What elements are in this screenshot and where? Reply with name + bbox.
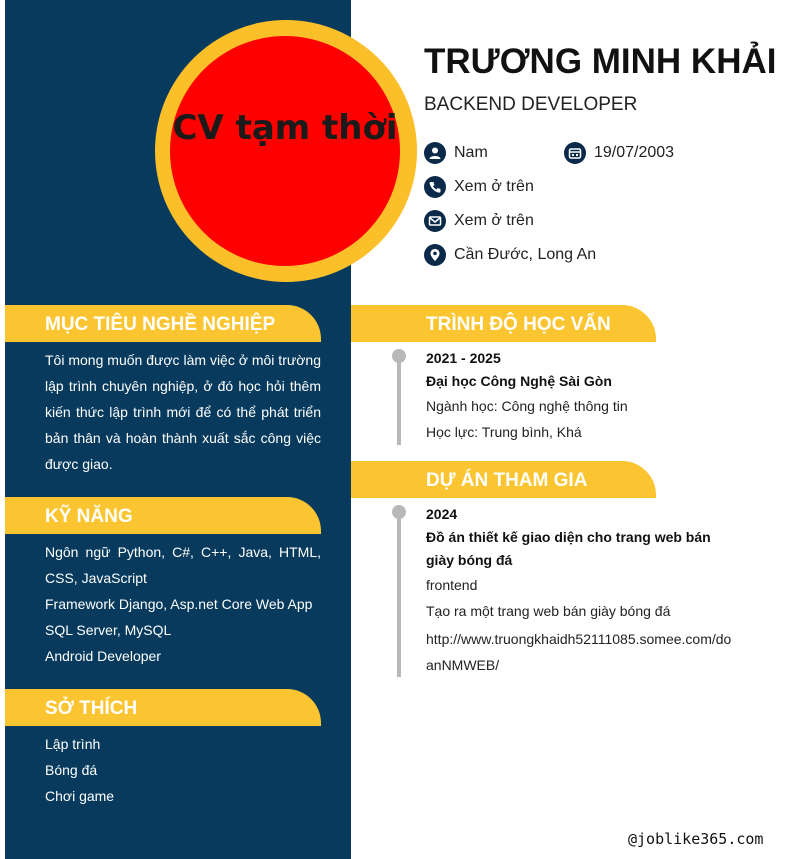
- timeline-line: [397, 356, 401, 445]
- email-row: [424, 210, 534, 232]
- birthday-row: [564, 142, 674, 164]
- person-icon: [424, 142, 446, 164]
- avatar-label: CV tạm thời: [172, 108, 398, 148]
- candidate-name: TRƯƠNG MINH KHẢI: [424, 42, 777, 81]
- list-item: Bóng đá: [45, 762, 98, 778]
- project-name: Đồ án thiết kế giao diện cho trang web bán giày bóng đá: [426, 529, 711, 568]
- gender-value: Nam: [454, 144, 488, 161]
- education-heading: TRÌNH ĐỘ HỌC VẤN: [351, 305, 656, 342]
- education-school: Đại học Công Nghệ Sài Gòn: [426, 373, 612, 389]
- skills-list: [45, 539, 321, 669]
- timeline-line: [397, 512, 401, 677]
- job-title: BACKEND DEVELOPER: [424, 94, 638, 115]
- footer-credit: @joblike365.com: [628, 830, 764, 848]
- email-value: Xem ở trên: [454, 212, 534, 229]
- birthday-value: 19/07/2003: [594, 144, 675, 161]
- education-period: 2021 - 2025: [426, 350, 501, 366]
- hobbies-list: [45, 731, 321, 809]
- list-item: Chơi game: [45, 788, 115, 804]
- phone-row: [424, 176, 534, 198]
- address-row: [424, 244, 596, 266]
- education-major: Ngành học: Công nghệ thông tin: [426, 398, 628, 414]
- address-value: Cần Đước, Long An: [454, 246, 597, 263]
- hobbies-heading: SỞ THÍCH: [5, 689, 321, 726]
- list-item: SQL Server, MySQL: [45, 622, 172, 638]
- phone-value: Xem ở trên: [454, 178, 534, 195]
- education-grade: Học lực: Trung bình, Khá: [426, 424, 582, 440]
- projects-heading: DỰ ÁN THAM GIA: [351, 461, 656, 498]
- calendar-icon: [564, 142, 586, 164]
- project-year: 2024: [426, 506, 458, 522]
- list-item: Ngôn ngữ Python, C#, C++, Java, HTML, CSS, JavaScript: [45, 544, 321, 586]
- project-description: Tạo ra một trang web bán giày bóng đá: [426, 603, 671, 619]
- phone-icon: [424, 176, 446, 198]
- envelope-icon: [424, 210, 446, 232]
- objective-heading: MỤC TIÊU NGHỀ NGHIỆP: [5, 305, 321, 342]
- location-pin-icon: [424, 244, 446, 266]
- list-item: Android Developer: [45, 648, 161, 664]
- project-role: frontend: [426, 577, 478, 593]
- skills-heading: KỸ NĂNG: [5, 497, 321, 534]
- objective-text: Tôi mong muốn được làm việc ở môi trường lập trình chuyên nghiệp, ở đó học hỏi thêm kiến thức lập trình mới để có thể phát triển bản thân và hoàn thành xuất sắc công việc được giao.: [45, 352, 321, 472]
- list-item: Lập trình: [45, 736, 101, 752]
- list-item: Framework Django, Asp.net Core Web App: [45, 596, 313, 612]
- avatar: [170, 36, 400, 266]
- gender-row: [424, 142, 488, 164]
- project-link[interactable]: http://www.truongkhaidh52111085.somee.com/doanNMWEB/: [426, 631, 732, 673]
